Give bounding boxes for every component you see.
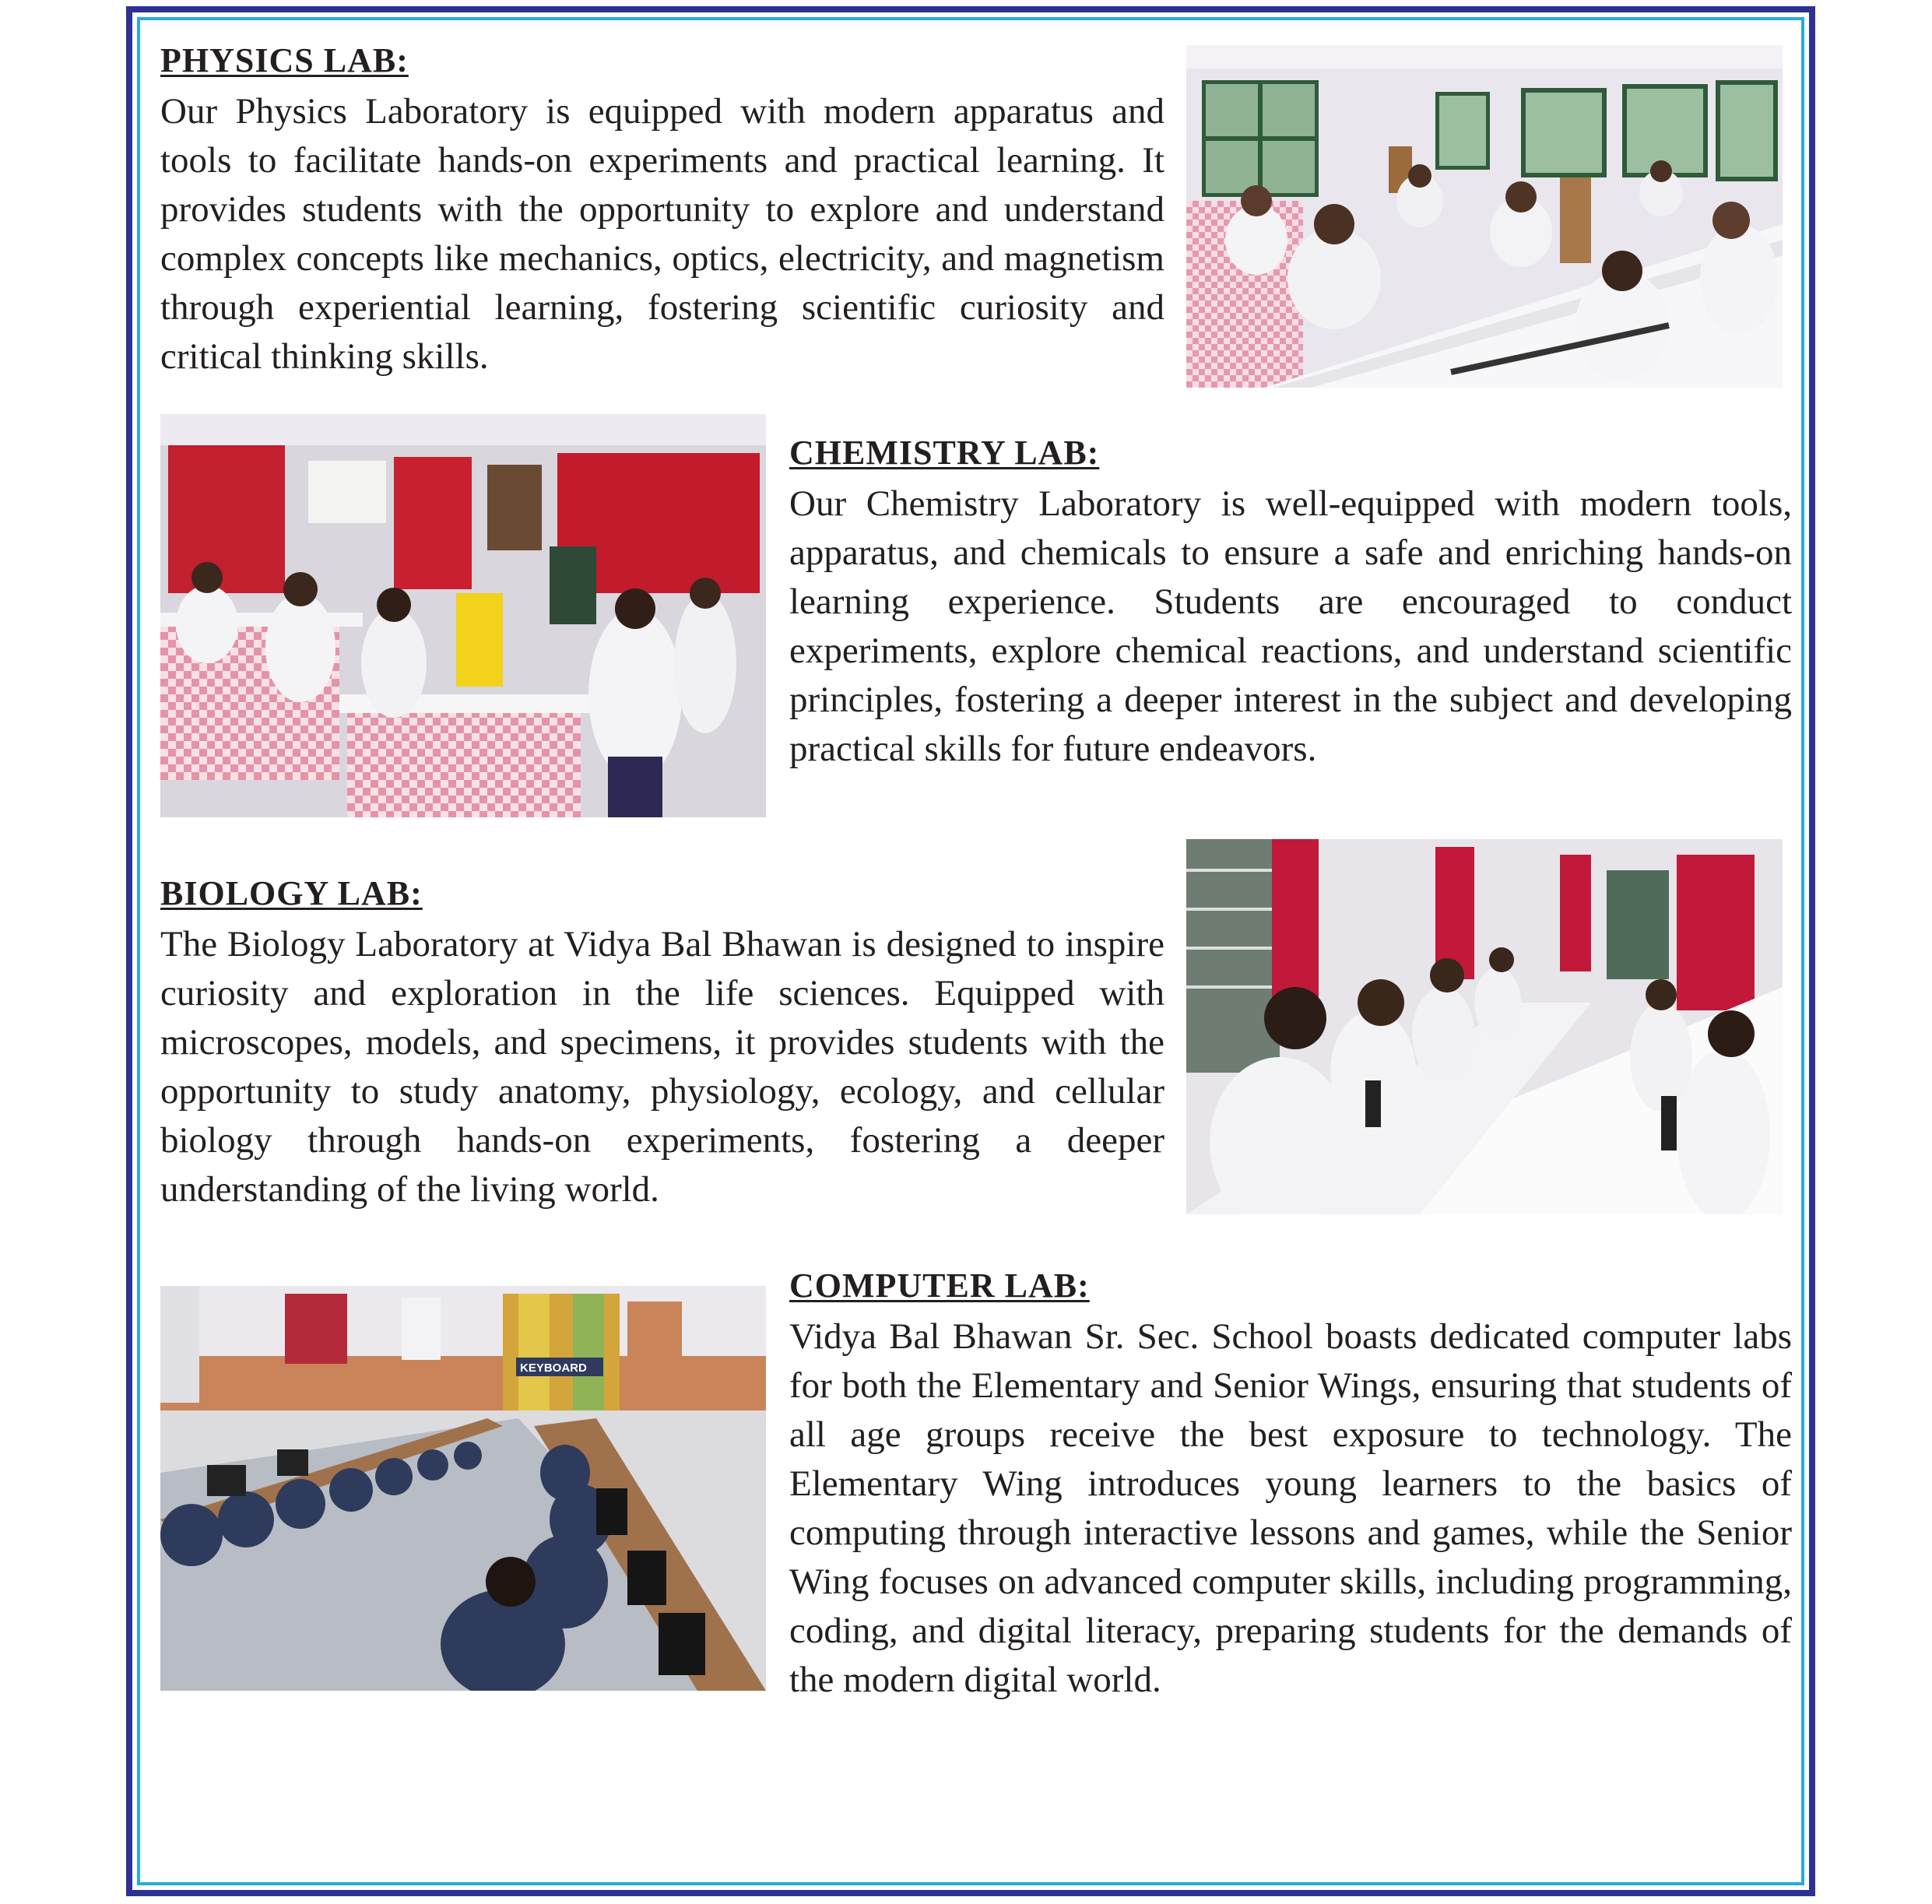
physics-lab-heading: PHYSICS LAB: <box>160 41 409 79</box>
keyboard-sign: KEYBOARD <box>520 1361 587 1375</box>
chemistry-lab-heading: CHEMISTRY LAB: <box>789 434 1100 472</box>
computer-lab-heading: COMPUTER LAB: <box>789 1266 1090 1305</box>
computer-lab-photo <box>160 1286 766 1691</box>
physics-lab-description: Our Physics Laboratory is equipped with modern apparatus and tools to facilitate hands-on experiments and practical learning. It provides students with the opportunity to explore and understand complex concepts like mechanics, optics, electricity, and magnetism through experiential learning, fostering scientific curiosity and critical thinking skills. <box>160 91 1164 377</box>
computer-lab-description: Vidya Bal Bhawan Sr. Sec. School boasts dedicated computer labs for both the Elementary and Senior Wings, ensuring that students of all age groups receive the best exposure to technology. The Elementary Wing introduces young learners to the basics of computing through interactive lessons and games, while the Senior Wing focuses on advanced computer skills, including programming, coding, and digital literacy, preparing students for the demands of the modern digital world. <box>789 1316 1792 1700</box>
biology-lab-photo <box>1186 839 1783 1214</box>
chemistry-lab-description: Our Chemistry Laboratory is well-equipped with modern tools, apparatus, and chemicals to ensure a safe and enriching hands-on learning experience. Students are encouraged to conduct experiments, explore chemical reactions, and understand scientific principles, fostering a deeper interest in the subject and developing practical skills for future endeavors. <box>789 483 1792 769</box>
biology-lab-heading: BIOLOGY LAB: <box>160 874 423 912</box>
chemistry-lab-photo <box>160 414 766 817</box>
biology-lab-description: The Biology Laboratory at Vidya Bal Bhawan is designed to inspire curiosity and exploration in the life sciences. Equipped with microscopes, models, and specimens, it provides students with the opportunity to study anatomy, physiology, ecology, and cellular biology through hands-on experiments, fostering a deeper understanding of the living world. <box>160 924 1164 1210</box>
physics-lab-photo <box>1186 45 1783 388</box>
